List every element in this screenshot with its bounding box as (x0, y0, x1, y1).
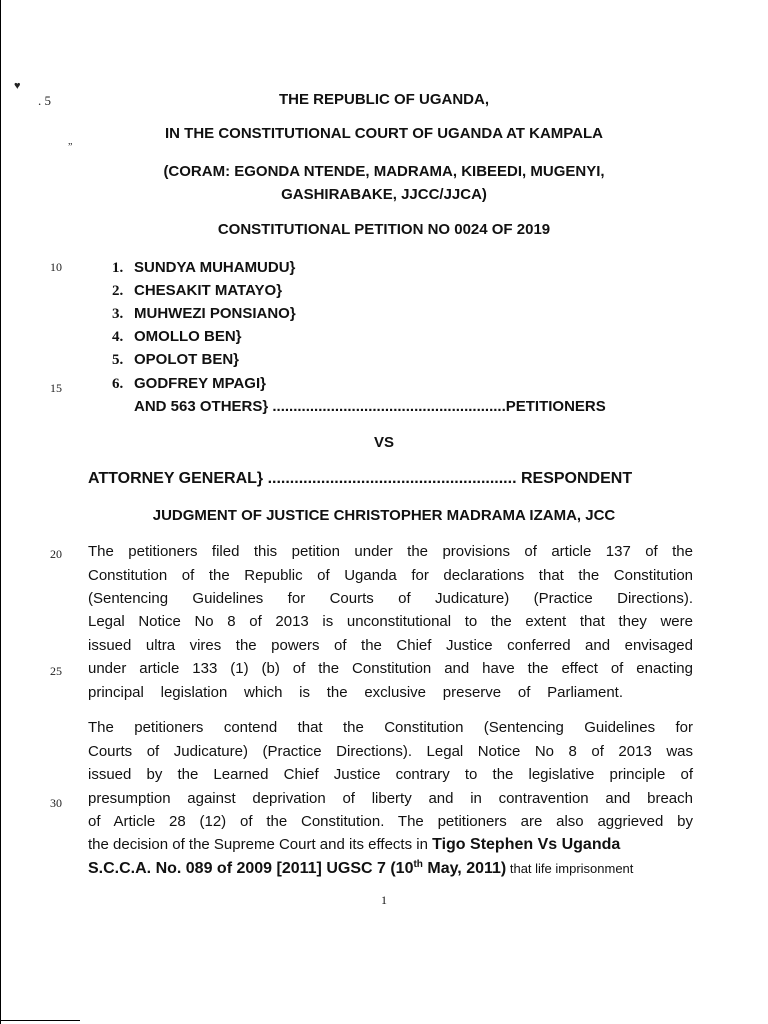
coram-line-2: GASHIRABAKE, JJCC/JJCA) (281, 186, 487, 203)
petitioner-item: 2. CHESAKIT MATAYO} (112, 282, 283, 299)
paragraph-1-line: Constitution of the Republic of Uganda for declarations that the Constitution (88, 567, 693, 584)
scan-artifact: ♥ (14, 80, 21, 92)
paragraph-1-line: issued ultra vires the powers of the Chief Justice conferred and envisaged (88, 637, 693, 654)
paragraph-2-line-citation: S.C.C.A. No. 089 of 2009 [2011] UGSC 7 (10th May, 2011) that life imprisonment (88, 859, 634, 877)
judgment-title: JUDGMENT OF JUSTICE CHRISTOPHER MADRAMA IZAMA, JCC (152, 507, 616, 524)
paragraph-1-line: under article 133 (1) (b) of the Constitution and have the effect of enacting (88, 660, 693, 677)
republic-heading: THE REPUBLIC OF UGANDA, (279, 91, 489, 108)
paragraph-1-line: The petitioners filed this petition under the provisions of article 137 of the (88, 543, 693, 560)
scan-mark-top-left: . 5 (38, 93, 51, 108)
case-citation-name: Tigo Stephen Vs Uganda (432, 836, 621, 853)
line-number-25: 25 (50, 664, 62, 678)
paragraph-1-line: principal legislation which is the exclusive preserve of Parliament. (88, 684, 623, 701)
line-number-15: 15 (50, 381, 62, 395)
petitioner-item: 4. OMOLLO BEN} (112, 328, 242, 345)
case-citation-ref: S.C.C.A. No. 089 of 2009 [2011] UGSC 7 (10 (88, 860, 414, 877)
paragraph-2-line-citation: the decision of the Supreme Court and its effects in Tigo Stephen Vs Uganda (88, 836, 621, 853)
respondent-line: ATTORNEY GENERAL} ........................................................ RESPONDENT (88, 470, 633, 487)
petitioner-item: 5. OPOLOT BEN} (112, 351, 240, 368)
coram-line-1: (CORAM: EGONDA NTENDE, MADRAMA, KIBEEDI, MUGENYI, (163, 163, 605, 180)
court-heading: IN THE CONSTITUTIONAL COURT OF UGANDA AT KAMPALA (164, 125, 604, 142)
paragraph-2-line: presumption against deprivation of liberty and in contravention and breach (88, 790, 693, 807)
petitioners-tail: AND 563 OTHERS} ........................................................PETITIONERS (134, 398, 606, 415)
paragraph-2-line: The petitioners contend that the Constitution (Sentencing Guidelines for (88, 719, 693, 736)
paragraph-2-line: of Article 28 (12) of the Constitution. The petitioners are also aggrieved by (88, 813, 693, 830)
petitioner-item: 3. MUHWEZI PONSIANO} (112, 305, 296, 322)
petition-number: CONSTITUTIONAL PETITION NO 0024 OF 2019 (217, 221, 551, 238)
paragraph-1-line: Legal Notice No 8 of 2013 is unconstitutional to the extent that they were (88, 613, 693, 630)
petitioner-item: 6. GODFREY MPAGI} (112, 375, 266, 392)
footnote-rule (0, 1020, 80, 1021)
scan-mark-small: ” (68, 142, 73, 153)
petitioner-item: 1. SUNDYA MUHAMUDU} (112, 259, 296, 276)
line-number-20: 20 (50, 547, 62, 561)
versus-label: VS (373, 434, 394, 451)
paragraph-2-line: Courts of Judicature) (Practice Directions). Legal Notice No 8 of 2013 was (88, 743, 693, 760)
line-number-10: 10 (50, 260, 62, 274)
page-number: 1 (381, 893, 387, 907)
paragraph-1-line: (Sentencing Guidelines for Courts of Judicature) (Practice Directions). (88, 590, 693, 607)
line-number-30: 30 (50, 796, 62, 810)
paragraph-2-line: issued by the Learned Chief Justice contrary to the legislative principle of (88, 766, 693, 783)
